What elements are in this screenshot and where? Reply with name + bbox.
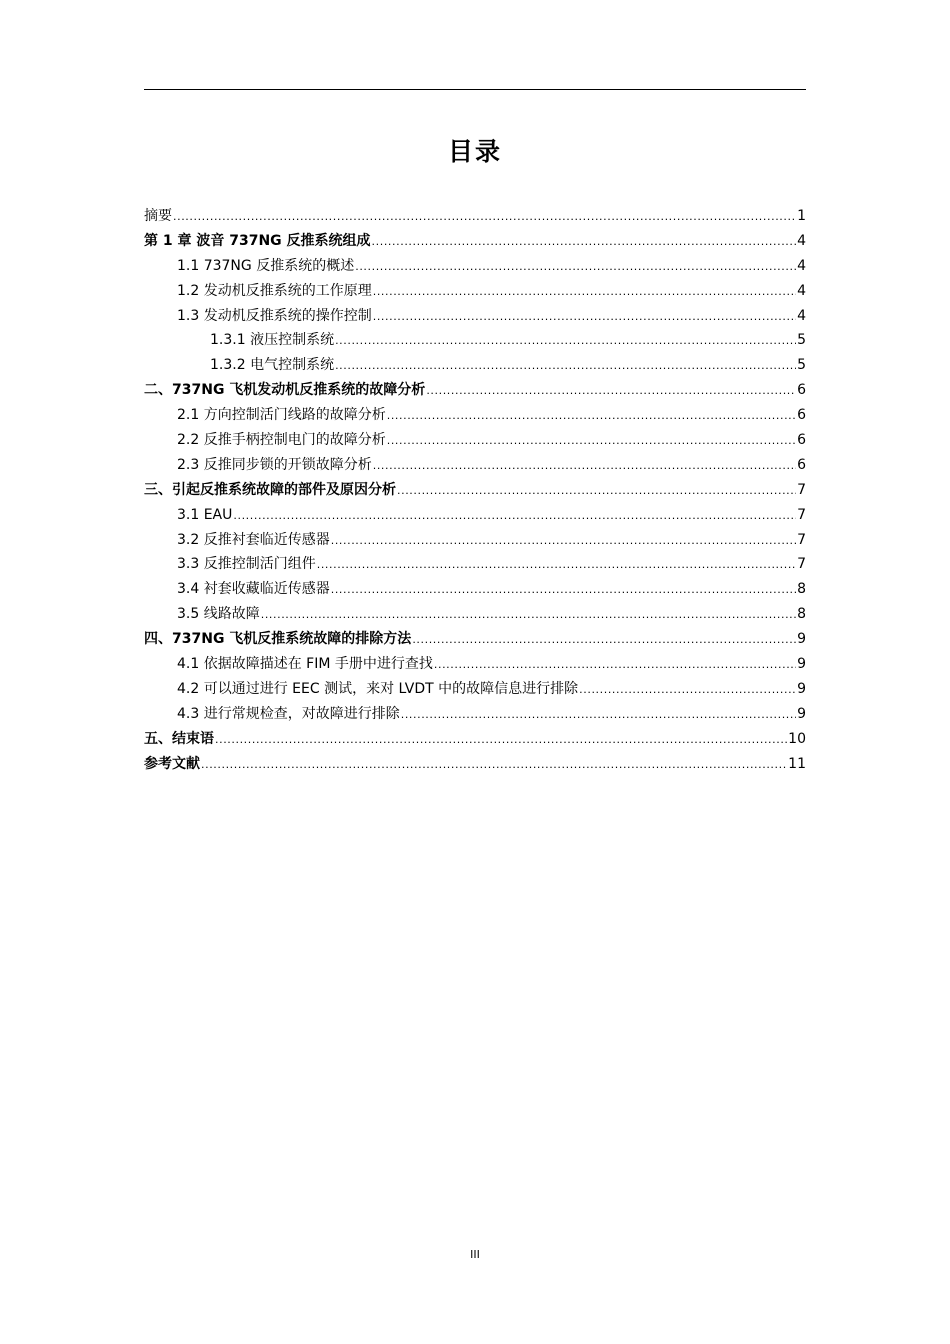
toc-entry-label: 2.3 反推同步锁的开锁故障分析 [177, 456, 372, 473]
toc-title: 目录 [447, 137, 502, 166]
toc-entry[interactable] [144, 727, 806, 752]
toc-entry[interactable] [144, 403, 806, 428]
toc-entry-page: 9 [797, 705, 806, 722]
toc-entry[interactable] [144, 478, 806, 503]
toc-entry-label: 1.3 发动机反推系统的操作控制 [177, 307, 372, 324]
toc-entry-page: 5 [797, 357, 806, 374]
toc-entry-label: 四、737NG 飞机反推系统故障的排除方法 [144, 631, 412, 648]
toc-entry-label: 3.2 反推衬套临近传感器 [177, 531, 330, 548]
toc-entry[interactable] [144, 204, 806, 229]
toc-dot-leader [261, 602, 796, 628]
toc-entry-label: 2.2 反推手柄控制电门的故障分析 [177, 432, 386, 449]
toc-entry-page: 1 [797, 208, 806, 224]
toc-entry[interactable] [144, 378, 806, 403]
page-number: III [470, 1248, 480, 1261]
toc-entry-label: 1.2 发动机反推系统的工作原理 [177, 282, 372, 299]
toc-dot-leader [397, 478, 796, 504]
toc-entry-page: 6 [797, 456, 806, 473]
toc-entry-label: 3.5 线路故障 [177, 606, 260, 623]
toc-entry[interactable] [144, 279, 806, 304]
toc-entry-page: 8 [797, 606, 806, 623]
toc-entry-page: 5 [797, 332, 806, 349]
toc-entry-page: 8 [797, 581, 806, 598]
toc-dot-leader [579, 677, 796, 703]
toc-entry[interactable] [144, 552, 806, 577]
toc-entry[interactable] [144, 453, 806, 478]
toc-entry[interactable] [144, 328, 806, 353]
toc-entry-label: 1.1 737NG 反推系统的概述 [177, 257, 355, 274]
toc-entry-page: 9 [797, 631, 806, 648]
toc-dot-leader [387, 403, 796, 429]
toc-dot-leader [331, 528, 796, 554]
toc-entry[interactable] [144, 602, 806, 627]
toc-entry-label: 五、结束语 [144, 730, 214, 747]
toc-entry-label: 4.1 依据故障描述在 FIM 手册中进行查找 [177, 656, 433, 673]
toc-entry-page: 6 [797, 382, 806, 399]
toc-entry-label: 3.4 衬套收藏临近传感器 [177, 581, 330, 598]
toc-entry-label: 摘要 [144, 208, 172, 224]
header-rule [144, 89, 806, 90]
toc-entry-label: 1.3.1 液压控制系统 [210, 332, 335, 349]
toc-entry-label: 三、引起反推系统故障的部件及原因分析 [144, 481, 396, 498]
toc-entry[interactable] [144, 304, 806, 329]
toc-entry-page: 10 [788, 730, 806, 747]
toc-entry-page: 7 [797, 556, 806, 573]
toc-entry[interactable] [144, 428, 806, 453]
toc-dot-leader [387, 428, 796, 454]
toc-dot-leader [331, 577, 796, 603]
toc-entry-label: 3.3 反推控制活门组件 [177, 556, 316, 573]
toc-dot-leader [412, 627, 796, 653]
toc-dot-leader [335, 328, 796, 354]
toc-dot-leader [233, 503, 796, 529]
toc-entry-page: 4 [797, 282, 806, 299]
toc-entry-page: 11 [788, 755, 806, 772]
toc-entry[interactable] [144, 677, 806, 702]
toc-dot-leader [373, 453, 796, 479]
toc-entry-page: 4 [797, 257, 806, 274]
toc-entry[interactable] [144, 702, 806, 727]
toc-dot-leader [373, 279, 796, 305]
toc-entry-page: 4 [797, 307, 806, 324]
toc-entry[interactable] [144, 254, 806, 279]
toc-entry-page: 6 [797, 432, 806, 449]
toc-entry[interactable] [144, 627, 806, 652]
toc-entry-label: 第 1 章 波音 737NG 反推系统组成 [144, 232, 371, 249]
toc-dot-leader [173, 204, 796, 230]
toc-entry[interactable] [144, 528, 806, 553]
toc-entry-page: 6 [797, 407, 806, 424]
toc-entry-label: 4.3 进行常规检查，对故障进行排除 [177, 705, 400, 722]
table-of-contents [144, 204, 806, 776]
toc-dot-leader [215, 727, 787, 753]
toc-entry-page: 7 [797, 481, 806, 498]
toc-entry-page: 9 [797, 680, 806, 697]
toc-entry[interactable] [144, 577, 806, 602]
toc-entry-page: 9 [797, 656, 806, 673]
toc-dot-leader [317, 552, 796, 578]
toc-entry-label: 二、737NG 飞机发动机反推系统的故障分析 [144, 382, 426, 399]
toc-dot-leader [426, 378, 796, 404]
toc-dot-leader [355, 254, 796, 280]
toc-entry[interactable] [144, 229, 806, 254]
toc-entry[interactable] [144, 652, 806, 677]
toc-entry-label: 参考文献 [144, 755, 200, 772]
toc-entry-label: 1.3.2 电气控制系统 [210, 357, 335, 374]
toc-entry-label: 3.1 EAU [177, 506, 233, 523]
toc-dot-leader [335, 353, 796, 379]
toc-entry-page: 7 [797, 506, 806, 523]
toc-dot-leader [434, 652, 796, 678]
toc-entry-page: 7 [797, 531, 806, 548]
toc-dot-leader [372, 229, 797, 255]
toc-dot-leader [201, 752, 787, 778]
toc-dot-leader [401, 702, 796, 728]
toc-entry-page: 4 [797, 232, 806, 249]
toc-entry[interactable] [144, 353, 806, 378]
toc-dot-leader [373, 304, 796, 330]
toc-entry-label: 2.1 方向控制活门线路的故障分析 [177, 407, 386, 424]
toc-entry[interactable] [144, 503, 806, 528]
toc-entry-label: 4.2 可以通过进行 EEC 测试，来对 LVDT 中的故障信息进行排除 [177, 680, 579, 697]
toc-entry[interactable] [144, 752, 806, 777]
